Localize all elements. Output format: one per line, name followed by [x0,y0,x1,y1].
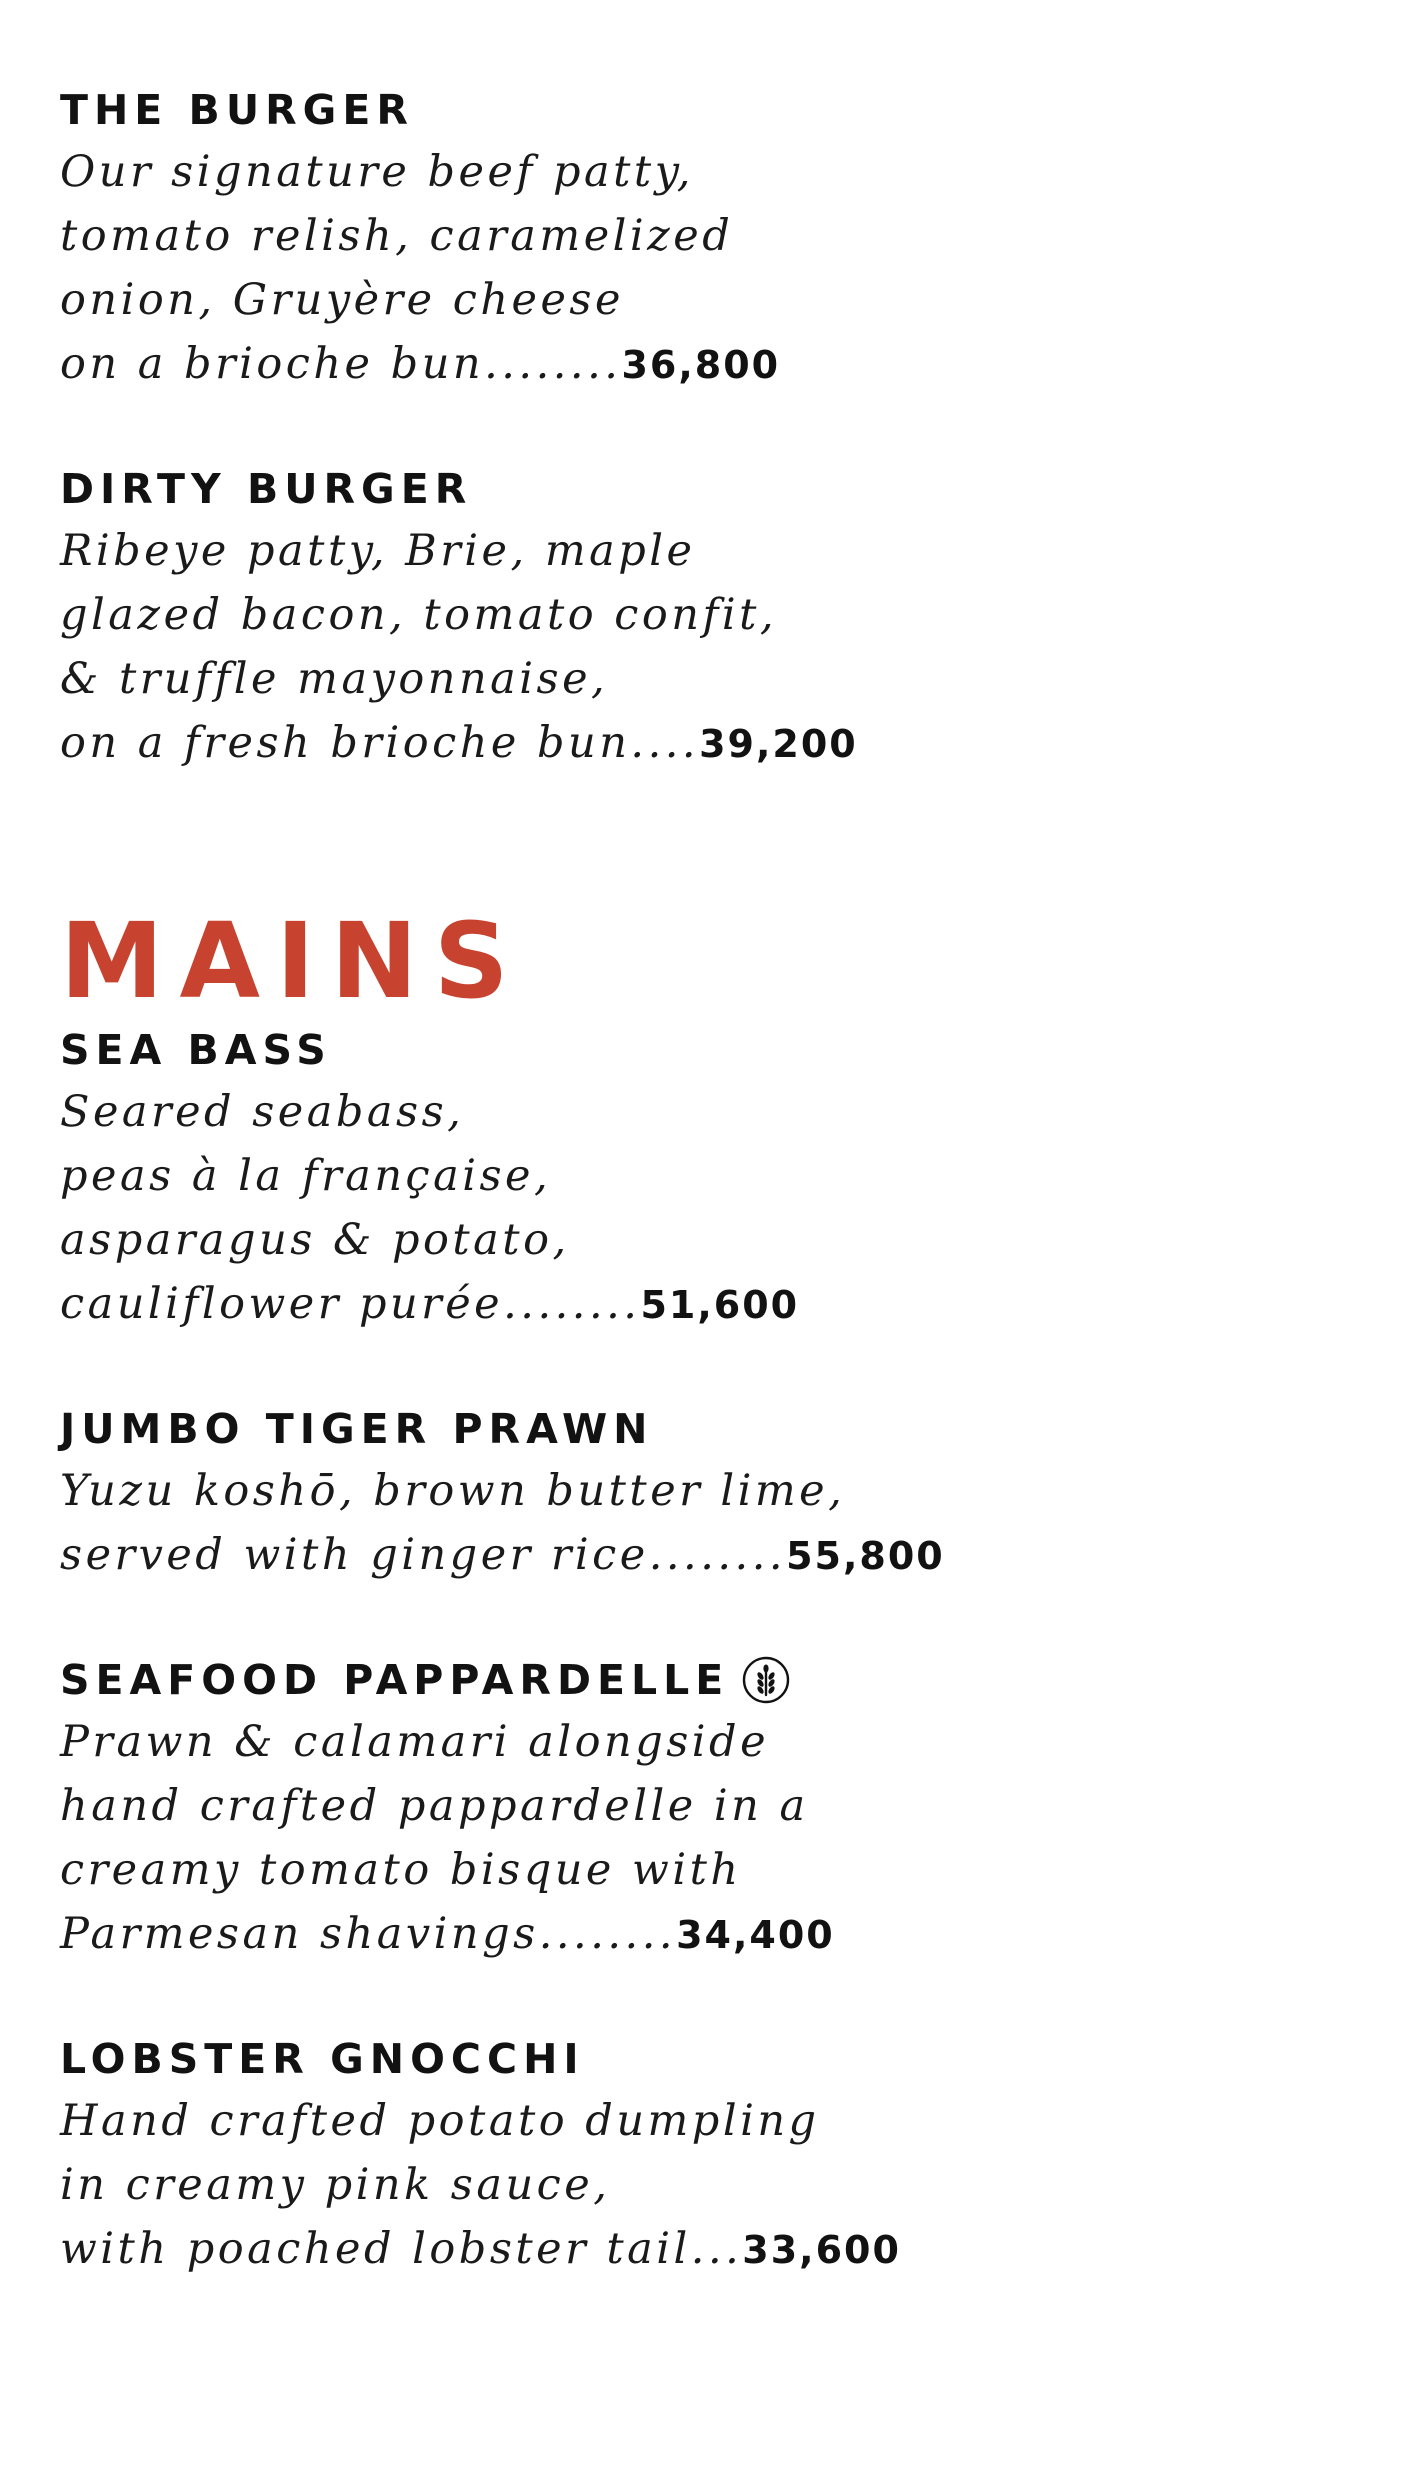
description-last-line [60,332,1360,397]
description-last-line [60,1902,1360,1967]
menu-item-the-burger [60,80,1360,397]
item-name: JUMBO TIGER PRAWN [60,1405,654,1453]
description-line: served with ginger rice........ [60,1530,787,1580]
item-name: LOBSTER GNOCCHI [60,2035,585,2083]
description-last-line [60,1272,1360,1337]
description-line: Yuzu koshō, brown butter lime, [60,1466,846,1516]
menu-item-seafood-pappardelle [60,1650,1360,1967]
item-price: 51,600 [640,1283,800,1327]
description-line: hand crafted pappardelle in a [60,1781,809,1831]
item-name: DIRTY BURGER [60,465,473,513]
description-line: on a fresh brioche bun.... [60,718,700,768]
item-description [60,519,1360,776]
item-name-row [60,1650,1360,1710]
description-line: on a brioche bun........ [60,339,622,389]
description-line: with poached lobster tail... [60,2224,743,2274]
item-price: 55,800 [786,1534,945,1578]
description-line: Our signature beef patty, [60,147,694,197]
description-line: creamy tomato bisque with [60,1845,742,1895]
menu-item-jumbo-tiger-prawn [60,1399,1360,1588]
item-name: SEA BASS [60,1026,332,1074]
description-line: Ribeye patty, Brie, maple [60,526,696,576]
item-name: SEAFOOD PAPPARDELLE [60,1656,730,1704]
description-line: asparagus & potato, [60,1215,570,1265]
description-line: & truffle mayonnaise, [60,654,609,704]
wheat-gluten-icon [741,1655,791,1705]
menu-page [60,80,1360,2344]
description-line: Hand crafted potato dumpling [60,2096,820,2146]
item-description [60,2089,1360,2282]
item-name: THE BURGER [60,86,414,134]
item-price: 34,400 [676,1913,835,1957]
description-line: Parmesan shavings........ [60,1909,677,1959]
item-price: 36,800 [621,343,781,387]
item-description [60,1080,1360,1337]
menu-item-sea-bass [60,1020,1360,1337]
description-line: Prawn & calamari alongside [60,1717,770,1767]
item-description [60,1459,1360,1588]
description-line: tomato relish, caramelized [60,211,734,261]
description-last-line [60,2217,1360,2282]
menu-item-lobster-gnocchi [60,2029,1360,2282]
item-description [60,1710,1360,1967]
description-line: peas à la française, [60,1151,552,1201]
description-last-line [60,1523,1360,1588]
description-line: cauliflower purée........ [60,1279,641,1329]
menu-item-dirty-burger [60,459,1360,776]
description-last-line [60,711,1360,776]
section-title-mains: MAINS [60,900,525,1022]
item-price: 39,200 [699,722,858,766]
description-line: in creamy pink sauce, [60,2160,611,2210]
description-line: Seared seabass, [60,1087,465,1137]
item-description [60,140,1360,397]
description-line: onion, Gruyère cheese [60,275,624,325]
description-line: glazed bacon, tomato confit, [60,590,778,640]
item-price: 33,600 [742,2228,901,2272]
